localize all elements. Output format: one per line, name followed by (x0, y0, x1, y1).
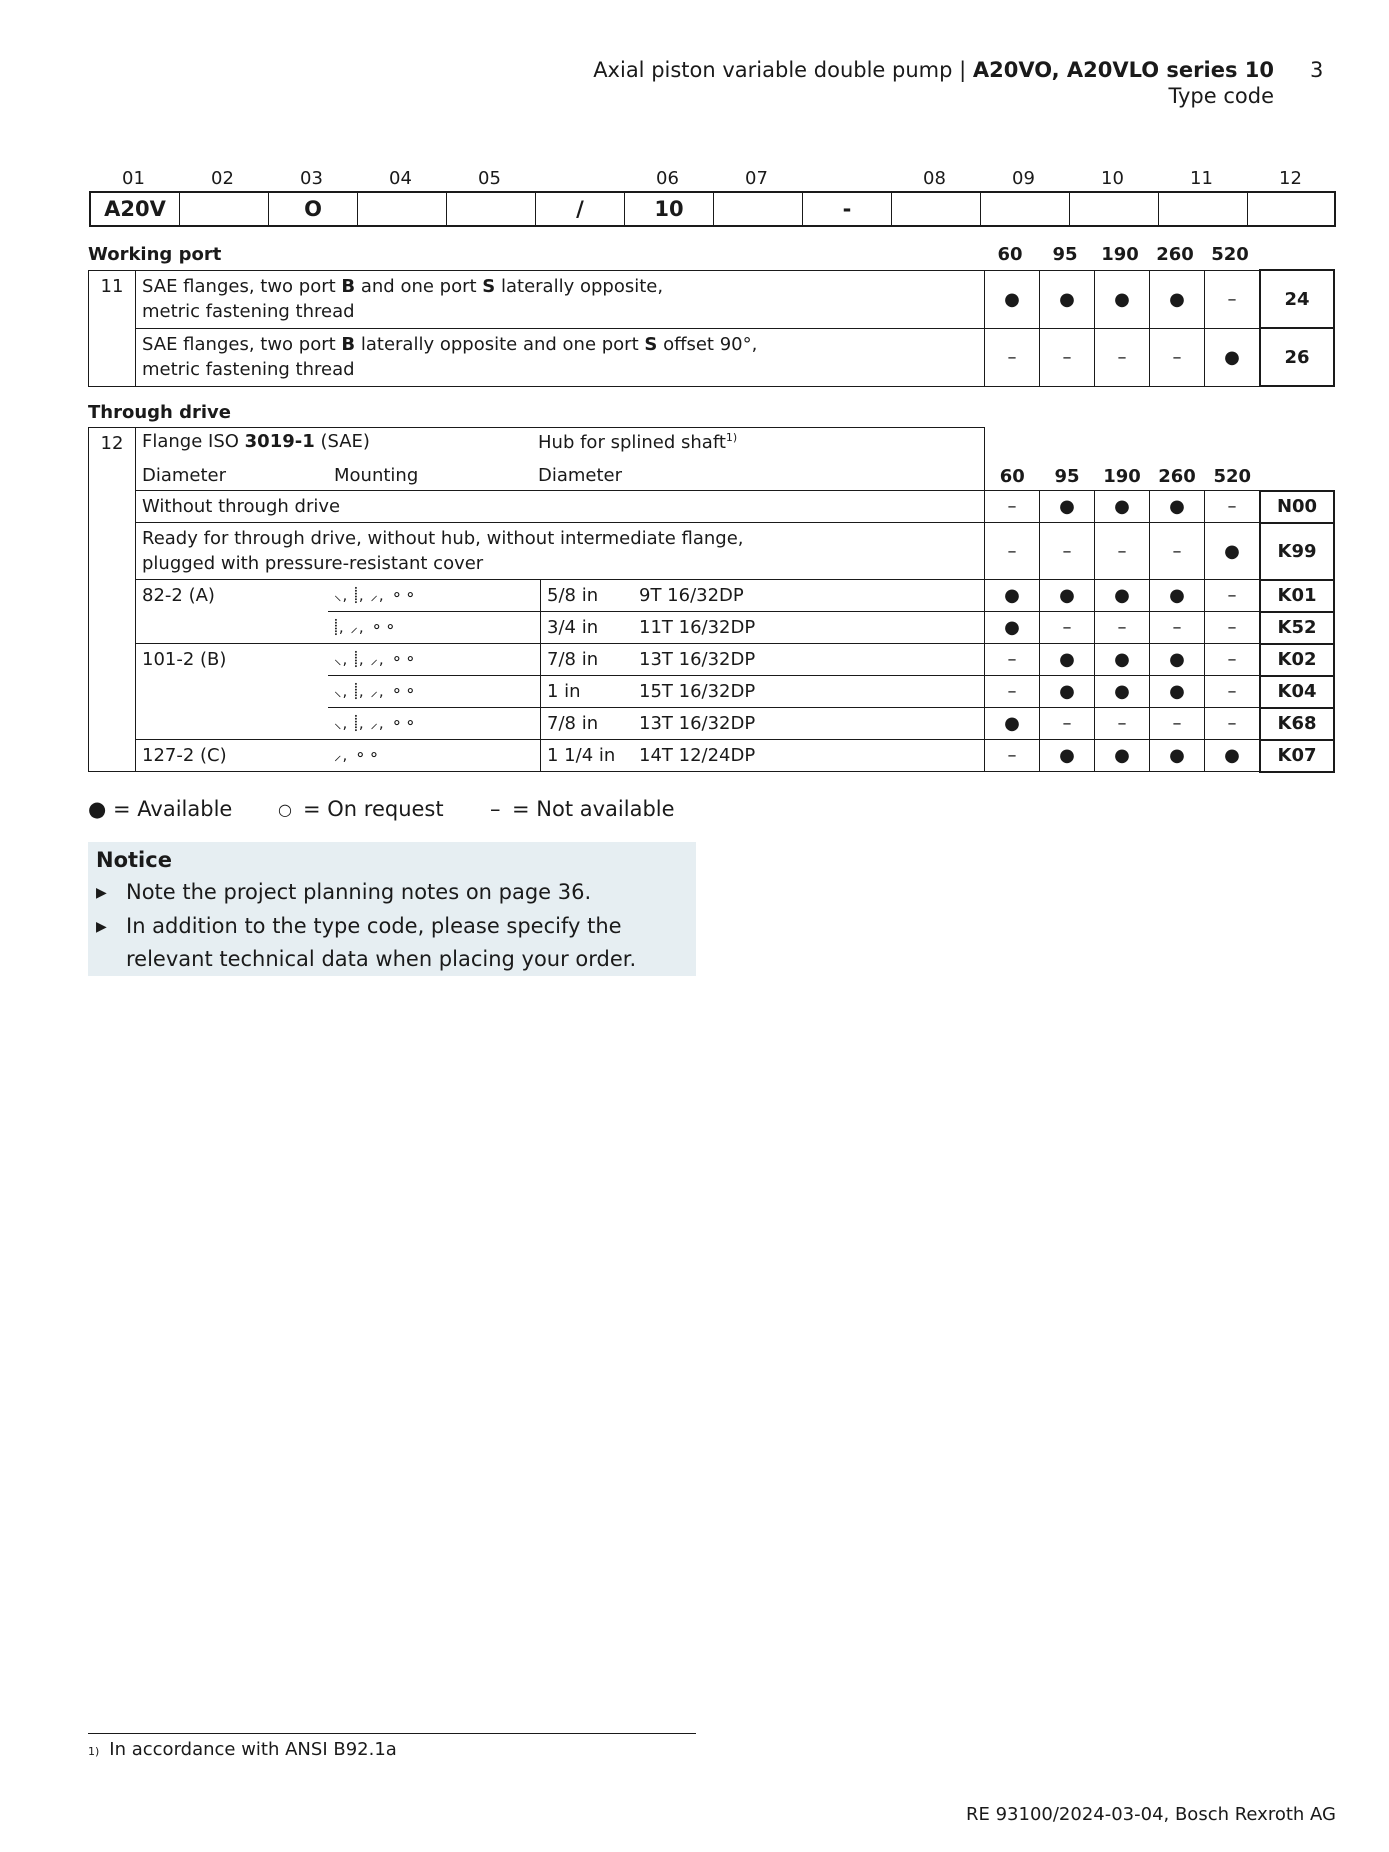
order-code: K68 (1260, 708, 1334, 740)
availability-mark: – (1040, 708, 1095, 740)
order-code: K02 (1260, 644, 1334, 676)
type-code-cell (981, 193, 1070, 225)
bullet-triangle-icon: ▶ (96, 919, 107, 935)
hub-diameter: 1 in (541, 676, 634, 708)
size-190: 190 (1095, 428, 1150, 491)
availability-mark: – (1205, 676, 1261, 708)
pos-09: 09 (1012, 168, 1035, 189)
header-title-bold: A20VO, A20VLO series 10 (972, 58, 1274, 82)
availability-mark: – (1150, 708, 1205, 740)
pos-04: 04 (389, 168, 412, 189)
legend-request-symbol: ○ (278, 800, 292, 819)
hub-diameter: 7/8 in (541, 644, 634, 676)
availability-mark: – (1205, 612, 1261, 644)
availability-mark: ● (1150, 644, 1205, 676)
table-row (89, 491, 1335, 523)
pos-02: 02 (211, 168, 234, 189)
type-code-cell: / (536, 193, 625, 225)
type-code-positions (89, 168, 1336, 190)
availability-mark: ● (1095, 676, 1150, 708)
notice-title: Notice (96, 848, 172, 872)
type-code-cell: A20V (91, 193, 180, 225)
working-port-size-header (983, 244, 1263, 268)
pos-11: 11 (1190, 168, 1213, 189)
desc-text: laterally opposite and one port (355, 333, 645, 355)
option-description (136, 270, 985, 328)
availability-mark: ● (1095, 491, 1150, 523)
legend-request: = On request (303, 797, 444, 821)
availability-mark: – (1040, 328, 1095, 386)
through-drive-table (88, 427, 1335, 773)
code-header-spacer (1260, 428, 1334, 491)
order-code: K04 (1260, 676, 1334, 708)
hub-diameter: 5/8 in (541, 580, 634, 612)
availability-mark: – (1095, 612, 1150, 644)
desc-text: plugged with pressure-resistant cover (142, 553, 484, 574)
pos-07: 07 (745, 168, 768, 189)
legend-available-symbol: ● (88, 797, 107, 821)
spline: 11T 16/32DP (633, 612, 985, 644)
size-260: 260 (1156, 244, 1194, 265)
type-code-cell (1159, 193, 1248, 225)
availability-mark: ● (985, 580, 1040, 612)
desc-text: SAE flanges, two port (142, 333, 342, 355)
page-footer: RE 93100/2024-03-04, Bosch Rexroth AG (965, 1804, 1336, 1825)
table-row (89, 740, 1335, 772)
availability-mark: – (1095, 708, 1150, 740)
availability-mark: – (1205, 580, 1261, 612)
option-number: 12 (89, 428, 136, 772)
footnote-rule (88, 1733, 696, 1734)
notice-box (88, 842, 696, 976)
size-95: 95 (1052, 244, 1078, 265)
size-190: 190 (1101, 244, 1139, 265)
table-row (89, 580, 1335, 612)
availability-mark: ● (985, 612, 1040, 644)
mounting-icons: ⸽, ⸝, ⚬⚬ (328, 612, 541, 644)
desc-bold: B (341, 333, 356, 355)
running-header (0, 58, 1274, 82)
mounting-icons: ⸜, ⸽, ⸝, ⚬⚬ (328, 676, 541, 708)
spline: 15T 16/32DP (633, 676, 985, 708)
availability-mark: – (985, 491, 1040, 523)
page-number: 3 (1310, 58, 1324, 82)
footnote-mark: 1) (88, 1745, 100, 1758)
desc-bold: S (482, 275, 496, 297)
type-code-cell (358, 193, 447, 225)
desc-text: SAE flanges, two port (142, 275, 342, 297)
size-260: 260 (1150, 428, 1205, 491)
availability-mark: – (1205, 644, 1261, 676)
flange-size: 127-2 (C) (136, 740, 329, 772)
notice-item (96, 910, 646, 976)
type-code-cell: O (269, 193, 358, 225)
table-row (89, 270, 1335, 328)
option-number: 11 (89, 270, 136, 386)
table-row (89, 328, 1335, 386)
order-code: 26 (1260, 328, 1334, 386)
col-mounting: Mounting (334, 465, 419, 486)
working-port-title: Working port (88, 244, 222, 265)
mounting-icons: ⸜, ⸽, ⸝, ⚬⚬ (328, 580, 541, 612)
flange-label (142, 431, 370, 452)
availability-mark: – (1150, 328, 1205, 386)
availability-mark: – (1095, 523, 1150, 580)
availability-mark: ● (1040, 676, 1095, 708)
availability-mark: ● (1150, 491, 1205, 523)
availability-mark: – (1150, 612, 1205, 644)
availability-mark: ● (1205, 740, 1261, 772)
desc-text: and one port (355, 275, 483, 297)
availability-mark: ● (1095, 740, 1150, 772)
spline: 14T 12/24DP (633, 740, 985, 772)
availability-mark: – (1205, 708, 1261, 740)
type-code-cell (1070, 193, 1159, 225)
availability-mark: ● (1095, 644, 1150, 676)
label-text: Flange ISO (142, 431, 245, 452)
hub-diameter: 7/8 in (541, 708, 634, 740)
footnote-text: In accordance with ANSI B92.1a (109, 1739, 397, 1760)
option-description (136, 523, 985, 580)
availability-mark: ● (985, 708, 1040, 740)
availability-mark: – (1150, 523, 1205, 580)
availability-mark: – (985, 328, 1040, 386)
availability-mark: ● (1150, 740, 1205, 772)
type-code-cell (714, 193, 803, 225)
desc-text: Ready for through drive, without hub, without intermediate flange, (142, 528, 744, 549)
pos-05: 05 (478, 168, 501, 189)
order-code: K07 (1260, 740, 1334, 772)
footnote (88, 1739, 397, 1760)
flange-size: 101-2 (B) (136, 644, 329, 740)
availability-mark: – (1205, 270, 1261, 328)
pos-01: 01 (122, 168, 145, 189)
desc-bold: B (341, 275, 356, 297)
type-code-cell (447, 193, 536, 225)
legend-available: = Available (113, 797, 233, 821)
type-code-cell (1248, 193, 1337, 225)
order-code: K99 (1260, 523, 1334, 580)
availability-mark: ● (1040, 491, 1095, 523)
notice-text: In addition to the type code, please specify the relevant technical data when placing your order. (126, 914, 637, 971)
availability-mark: ● (1150, 676, 1205, 708)
footnote-ref: 1) (725, 431, 738, 444)
pos-12: 12 (1279, 168, 1302, 189)
flange-size: 82-2 (A) (136, 580, 329, 644)
pos-10: 10 (1101, 168, 1124, 189)
header-subtitle: Type code (1168, 84, 1274, 108)
order-code: 24 (1260, 270, 1334, 328)
availability-mark: – (985, 740, 1040, 772)
order-code: K01 (1260, 580, 1334, 612)
bullet-triangle-icon: ▶ (96, 885, 107, 901)
table-row (89, 523, 1335, 580)
mounting-icons: ⸜, ⸽, ⸝, ⚬⚬ (328, 708, 541, 740)
size-60: 60 (997, 244, 1023, 265)
availability-mark: ● (1150, 270, 1205, 328)
label-text: (SAE) (314, 431, 370, 452)
type-code-cell (180, 193, 269, 225)
availability-mark: – (1040, 523, 1095, 580)
spline: 9T 16/32DP (633, 580, 985, 612)
order-code: N00 (1260, 491, 1334, 523)
hub-diameter: 3/4 in (541, 612, 634, 644)
availability-mark: ● (985, 270, 1040, 328)
spline: 13T 16/32DP (633, 708, 985, 740)
mounting-icons: ⸜, ⸽, ⸝, ⚬⚬ (328, 644, 541, 676)
availability-mark: ● (1205, 523, 1261, 580)
col-hub-diameter: Diameter (538, 465, 623, 486)
table-row (89, 644, 1335, 676)
availability-mark: ● (1095, 580, 1150, 612)
availability-mark: ● (1040, 270, 1095, 328)
desc-text: metric fastening thread (142, 300, 355, 322)
type-code-cell: - (803, 193, 892, 225)
label-bold: 3019-1 (244, 431, 315, 452)
spline: 13T 16/32DP (633, 644, 985, 676)
size-520: 520 (1211, 244, 1249, 265)
notice-text: Note the project planning notes on page 36. (126, 880, 592, 904)
type-code-box (89, 191, 1336, 227)
header-title-plain: Axial piston variable double pump | (593, 58, 973, 82)
hub-diameter: 1 1/4 in (541, 740, 634, 772)
availability-mark: ● (1095, 270, 1150, 328)
pos-06: 06 (656, 168, 679, 189)
availability-mark: ● (1205, 328, 1261, 386)
availability-mark: ● (1040, 740, 1095, 772)
legend-na-symbol: – (490, 797, 501, 821)
availability-mark: – (985, 644, 1040, 676)
col-diameter: Diameter (142, 465, 227, 486)
mounting-icons: ⸝, ⚬⚬ (328, 740, 541, 772)
pos-03: 03 (300, 168, 323, 189)
desc-bold: S (644, 333, 658, 355)
size-60: 60 (985, 428, 1040, 491)
availability-mark: – (1095, 328, 1150, 386)
type-code-cell (892, 193, 981, 225)
table-row (89, 428, 1335, 491)
through-drive-header (136, 428, 985, 491)
pos-08: 08 (923, 168, 946, 189)
notice-item (96, 876, 646, 910)
working-port-table (88, 269, 1335, 387)
desc-text: offset 90°, (657, 333, 758, 355)
size-520: 520 (1205, 428, 1261, 491)
type-code-cell: 10 (625, 193, 714, 225)
hub-label (538, 431, 737, 453)
desc-text: laterally opposite, (495, 275, 664, 297)
order-code: K52 (1260, 612, 1334, 644)
through-drive-title: Through drive (88, 402, 231, 423)
availability-mark: ● (1040, 644, 1095, 676)
option-description (136, 328, 985, 386)
availability-mark: ● (1150, 580, 1205, 612)
legend-na: = Not available (512, 797, 675, 821)
size-95: 95 (1040, 428, 1095, 491)
availability-mark: – (985, 676, 1040, 708)
availability-mark: ● (1040, 580, 1095, 612)
desc-text: metric fastening thread (142, 358, 355, 380)
availability-mark: – (985, 523, 1040, 580)
availability-mark: – (1205, 491, 1261, 523)
label-text: Hub for splined shaft (538, 432, 726, 453)
availability-mark: – (1040, 612, 1095, 644)
option-description: Without through drive (136, 491, 985, 523)
